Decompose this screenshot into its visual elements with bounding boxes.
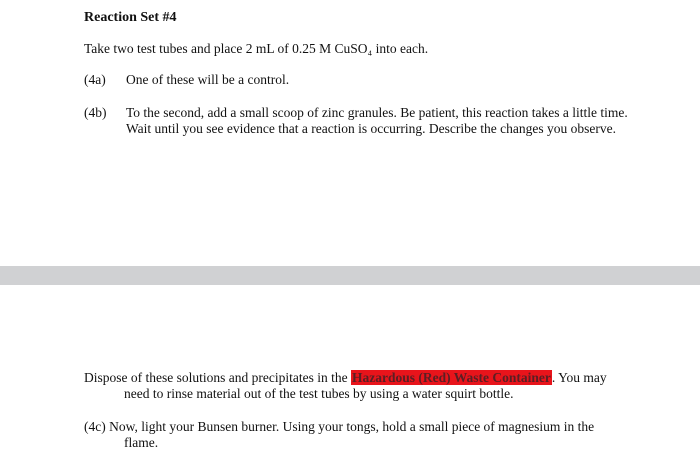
step-4c (84, 419, 644, 451)
section-heading: Reaction Set #4 (84, 10, 177, 25)
disposal-text-end: . You may (551, 370, 607, 385)
disposal-text-start: Dispose of these solutions and precipitates in the (84, 370, 351, 385)
disposal-instruction (84, 370, 644, 402)
step-4a-number: (4a) (84, 72, 106, 87)
step-4a-text: One of these will be a control. (126, 72, 290, 87)
intro-instruction: Take two test tubes and place 2 mL of 0.25 M CuSO₄ into each. (84, 41, 429, 56)
step-4b-text: To the second, add a small scoop of zinc granules. Be patient, this reaction takes a little time. Wait until you see evidence that a reaction is occurring. Describe the changes you observe. (126, 105, 628, 136)
step-4a (84, 72, 644, 90)
page-divider-band (0, 266, 700, 285)
step-4c-text-line1: (4c) Now, light your Bunsen burner. Using your tongs, hold a small piece of magnesium in the (84, 419, 595, 434)
step-4b (84, 105, 644, 157)
disposal-text-line2: need to rinse material out of the test tubes by using a water squirt bottle. (124, 386, 514, 401)
step-4c-text-line2: flame. (124, 435, 159, 450)
hazardous-waste-highlight: Hazardous (Red) Waste Container (351, 370, 551, 385)
step-4b-number: (4b) (84, 105, 107, 120)
